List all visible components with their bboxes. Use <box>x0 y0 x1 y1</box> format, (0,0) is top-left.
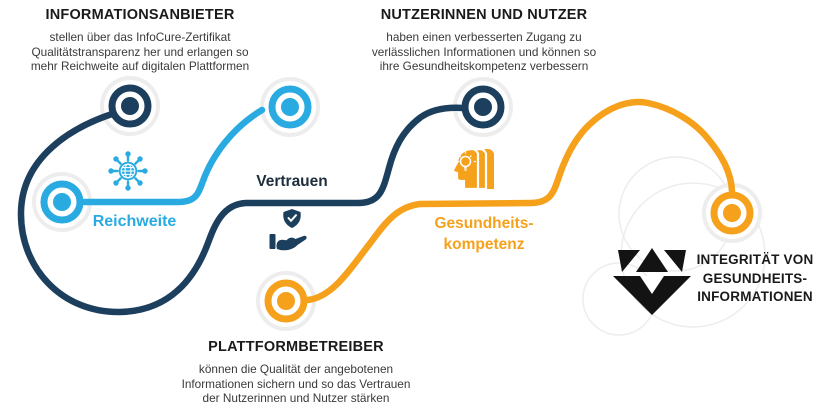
platform-block <box>156 339 436 406</box>
diamond-icon <box>613 248 691 315</box>
node-platform <box>268 283 304 319</box>
shield-check-hand-icon <box>270 209 307 250</box>
integrity-label-line: GESUNDHEITS- <box>702 270 808 286</box>
provider-text-line: Qualitätstransparenz her und erlangen so <box>31 44 249 59</box>
node-trust <box>272 89 308 125</box>
node-integrity <box>714 195 750 231</box>
provider-text-line: mehr Reichweite auf digitalen Plattformen <box>30 59 250 74</box>
node-provider <box>112 88 148 124</box>
trust-label: Vertrauen <box>256 173 328 190</box>
provider-title: INFORMATIONSANBIETER <box>45 7 235 23</box>
integrity-label-line: INTEGRITÄT VON <box>696 252 814 267</box>
competence-label <box>400 213 568 255</box>
competence-label-line: kompetenz <box>443 236 525 253</box>
network-globe-icon <box>108 151 147 190</box>
platform-title: PLATTFORMBETREIBER <box>208 339 384 355</box>
users-block <box>344 7 624 74</box>
platform-text-line: der Nutzerinnen und Nutzer stärken <box>202 391 390 406</box>
provider-block <box>2 7 278 74</box>
competence-label-line: Gesundheits- <box>434 215 534 232</box>
heads-lightbulb-icon <box>453 149 494 189</box>
integrity-label-line: INFORMATIONEN <box>697 289 813 304</box>
reach-label: Reichweite <box>92 213 177 230</box>
node-users <box>465 89 501 125</box>
platform-text-line: können die Qualität der angebotenen <box>198 362 394 376</box>
platform-text-line: Informationen sichern und so das Vertrauen <box>181 376 411 391</box>
provider-text-line: stellen über das InfoCure-Zertifikat <box>49 30 231 44</box>
users-text-line: haben einen verbesserten Zugang zu <box>386 30 582 44</box>
users-text-line: verlässlichen Informationen und können so <box>371 44 597 59</box>
users-text-line: ihre Gesundheitskompetenz verbessern <box>379 59 589 74</box>
integrity-label <box>688 251 822 307</box>
users-title: NUTZERINNEN UND NUTZER <box>380 7 588 23</box>
